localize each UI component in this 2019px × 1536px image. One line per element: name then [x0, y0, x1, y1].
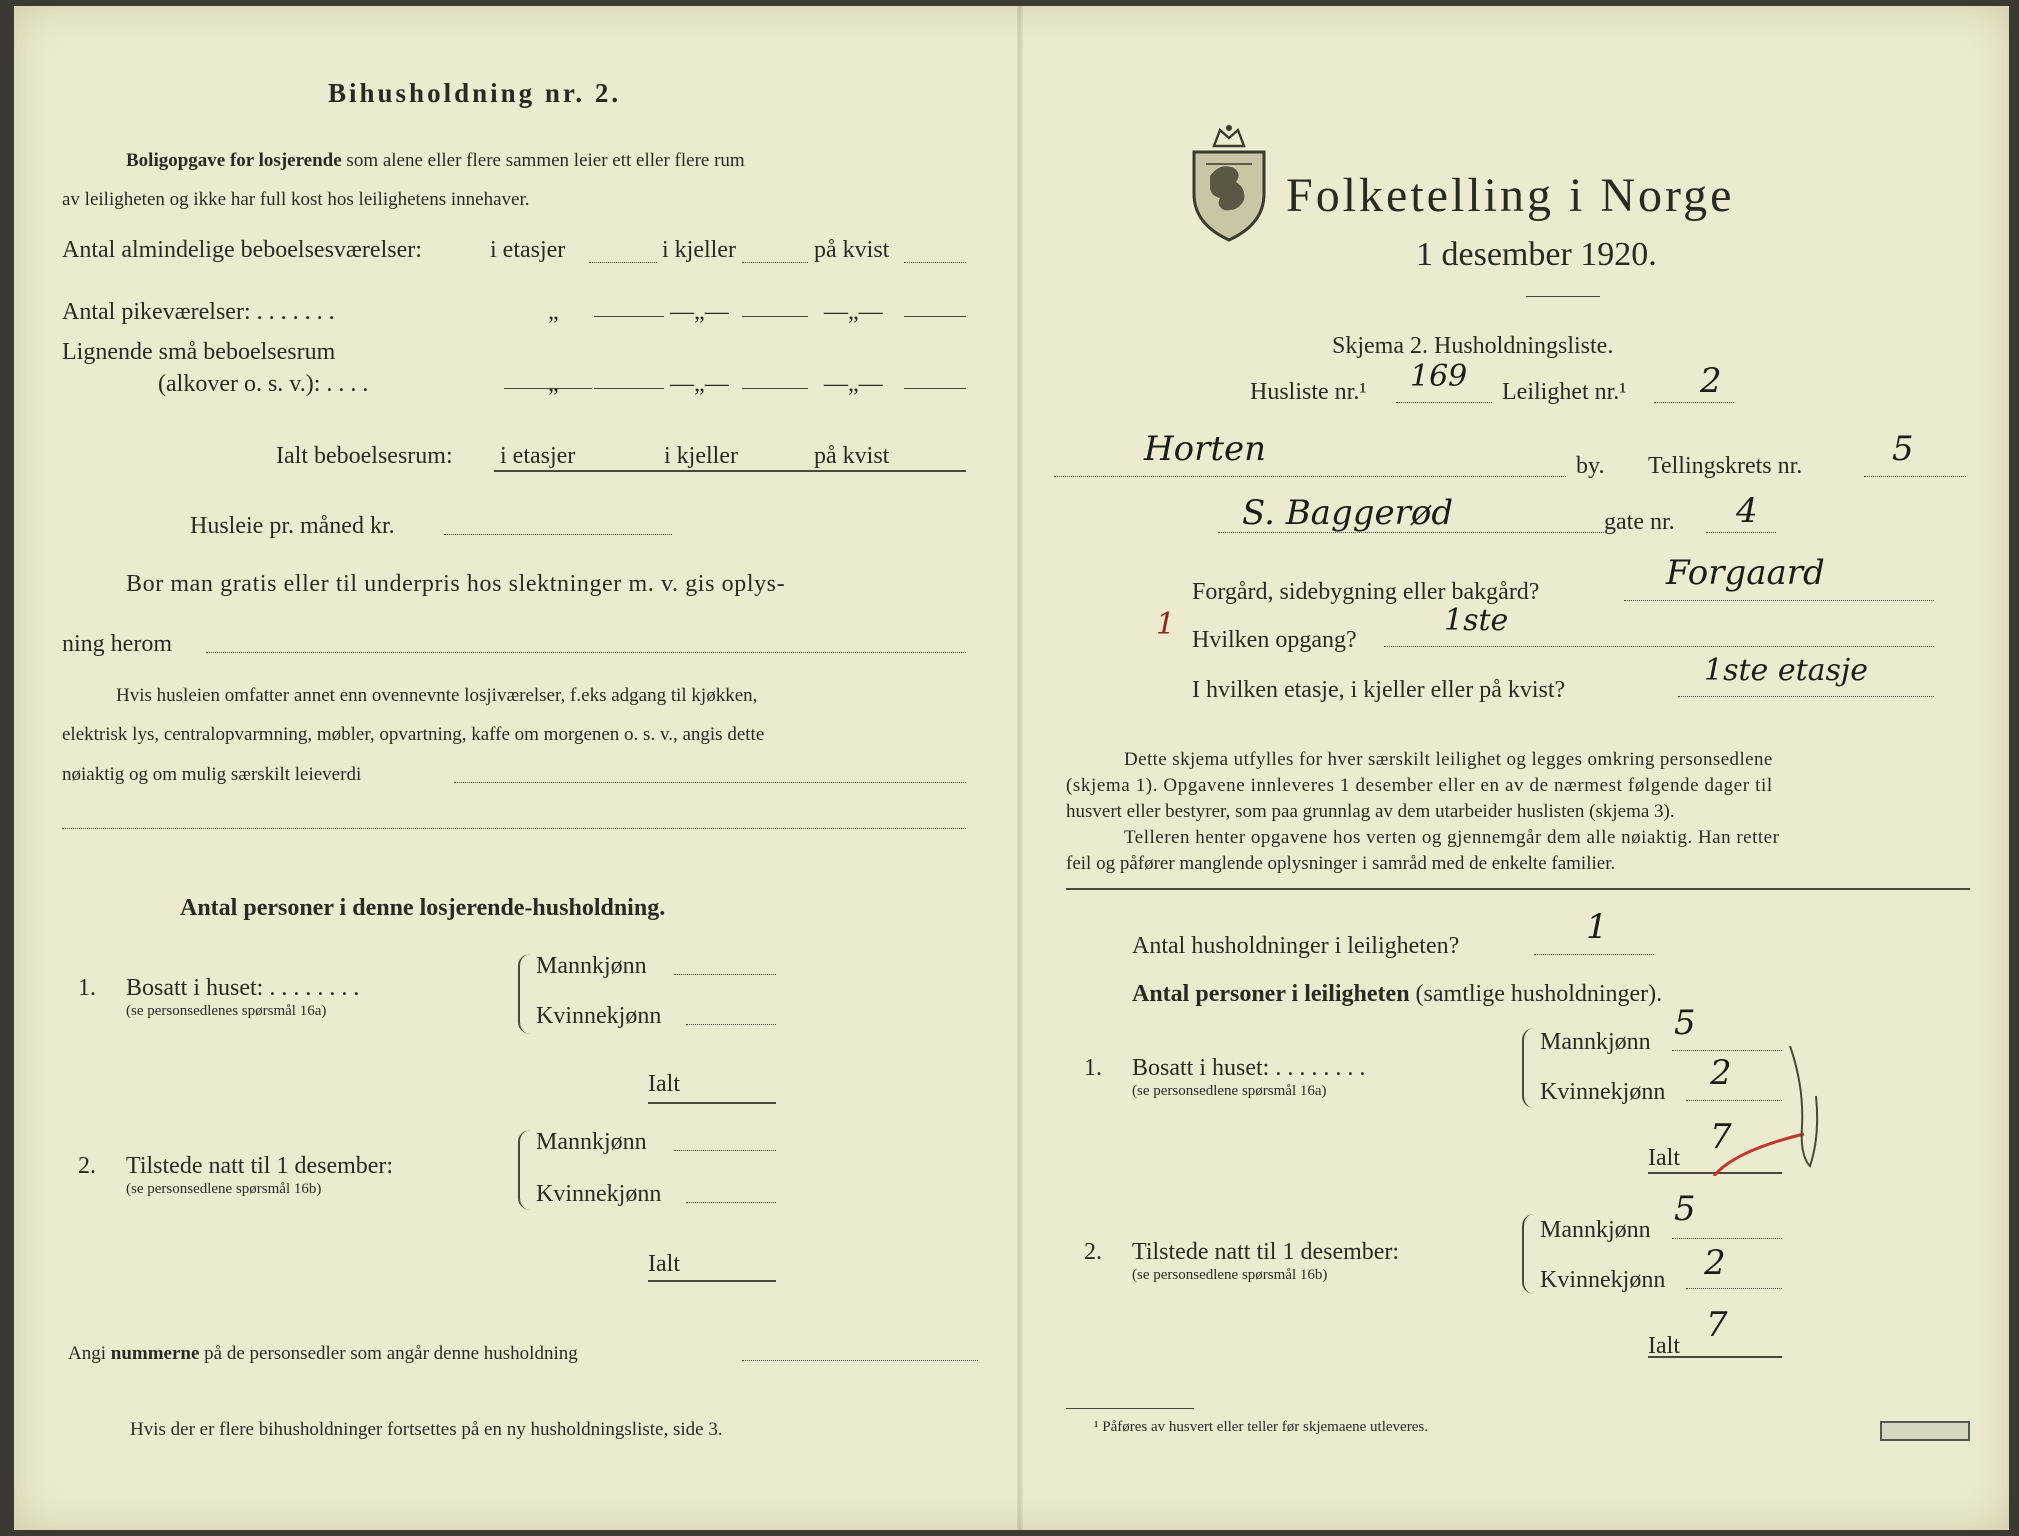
row1-col-kjeller: i kjeller — [662, 237, 736, 263]
right-q2-kvinne-value[interactable]: 2 — [1704, 1243, 1726, 1283]
angi-field[interactable] — [742, 1360, 978, 1361]
coat-of-arms-icon — [1184, 124, 1274, 244]
right-q2-sub: (se personsedlene spørsmål 16b) — [1132, 1267, 1328, 1283]
etasje-value[interactable]: 1ste etasje — [1704, 653, 1868, 688]
row3-etasjer-field[interactable] — [594, 388, 664, 389]
leilighet-label: Leilighet nr.¹ — [1502, 379, 1627, 405]
footnote-rule — [1066, 1408, 1194, 1409]
right-q2-num: 2. — [1084, 1239, 1102, 1265]
left-q2-label: Tilstede natt til 1 desember: — [126, 1153, 394, 1179]
left-intro-line1 — [126, 151, 745, 170]
antal-pers-bold: Antal personer i leiligheten — [1132, 981, 1410, 1007]
right-date: 1 desember 1920. — [1416, 236, 1657, 273]
right-q2-mann-value[interactable]: 5 — [1674, 1189, 1696, 1229]
left-q1-kvinne-field[interactable] — [686, 1024, 776, 1025]
info-line3: husvert eller bestyrer, som paa grunnlag av dem utarbeider huslisten (skjema 3). — [1066, 801, 1675, 822]
right-q2-ialt-label: Ialt — [1648, 1333, 1680, 1359]
right-q2-mann-label: Mannkjønn — [1540, 1217, 1651, 1243]
left-q2-ialt-field[interactable] — [648, 1280, 776, 1282]
opgang-field — [1384, 646, 1934, 647]
leilighet-value[interactable]: 2 — [1700, 361, 1722, 401]
husliste-label: Husliste nr.¹ — [1250, 379, 1367, 405]
row3-ditto-3: —„— — [824, 371, 883, 397]
etasje-label: I hvilken etasje, i kjeller eller på kvist? — [1192, 677, 1566, 703]
printer-stamp — [1880, 1421, 1970, 1441]
left-q1-mann-label: Mannkjønn — [536, 953, 647, 979]
ialt-col-etasjer: i etasjer — [500, 443, 576, 469]
ialt-col-kjeller: i kjeller — [664, 443, 738, 469]
angi-line — [68, 1344, 578, 1363]
row2-kjeller-field[interactable] — [742, 316, 808, 317]
tally-check-icon — [1694, 1046, 1824, 1176]
forgard-value[interactable]: Forgaard — [1666, 553, 1825, 593]
gratis-line2: ning herom — [62, 631, 172, 657]
left-intro-line2: av leiligheten og ikke har full kost hos leilighetens innehaver. — [62, 189, 530, 210]
right-q1-sub: (se personsedlene spørsmål 16a) — [1132, 1083, 1327, 1099]
ialt-col-kvist: på kvist — [814, 443, 890, 469]
antal-hush-value[interactable]: 1 — [1586, 907, 1608, 947]
row3-kvist-field[interactable] — [904, 388, 966, 389]
hvis-line1: Hvis husleien omfatter annet enn ovennevnte losjiværelser, f.eks adgang til kjøkken, — [116, 685, 758, 706]
right-q1-brace — [1522, 1028, 1538, 1108]
by-value[interactable]: Horten — [1144, 429, 1267, 469]
angi-pre: Angi — [68, 1343, 106, 1364]
left-intro-rest: som alene eller flere sammen leier ett eller flere rum — [346, 150, 745, 171]
skjema-label: Skjema 2. Husholdningsliste. — [1332, 333, 1614, 359]
info-rule — [1066, 888, 1970, 890]
info-line2: (skjema 1). Opgavene innleveres 1 desember eller en av de nærmest følgende dager til — [1066, 775, 1773, 796]
opgang-label: Hvilken opgang? — [1192, 627, 1357, 653]
row2-ditto-3: —„— — [824, 299, 883, 325]
date-rule — [1526, 296, 1600, 297]
opgang-value[interactable]: 1ste — [1444, 603, 1509, 638]
left-footer: Hvis der er flere bihusholdninger fortsettes på en ny husholdningsliste, side 3. — [130, 1419, 723, 1440]
opgang-margin-mark: 1 — [1156, 607, 1176, 642]
gate-label: gate nr. — [1604, 509, 1675, 535]
right-q1-ialt-label: Ialt — [1648, 1145, 1680, 1171]
row2-kvist-field[interactable] — [904, 316, 966, 317]
right-q1-mann-label: Mannkjønn — [1540, 1029, 1651, 1055]
right-q2-mann-field — [1672, 1238, 1782, 1239]
right-q2-label: Tilstede natt til 1 desember: — [1132, 1239, 1400, 1265]
left-intro-bold: Boligopgave for losjerende — [126, 150, 342, 171]
gratis-line1: Bor man gratis eller til underpris hos slektninger m. v. gis oplys- — [126, 571, 786, 597]
left-q2-num: 2. — [78, 1153, 96, 1179]
info-line1: Dette skjema utfylles for hver særskilt leilighet og legges omkring personsedlene — [1124, 749, 1773, 770]
right-q2-kvinne-label: Kvinnekjønn — [1540, 1267, 1666, 1293]
left-q1-num: 1. — [78, 975, 96, 1001]
ialt-underline[interactable] — [494, 470, 966, 472]
row2-etasjer-field[interactable] — [594, 316, 664, 317]
antal-pers-line — [1132, 982, 1662, 1006]
left-q2-sub: (se personsedlene spørsmål 16b) — [126, 1181, 322, 1197]
right-q2-ialt-value[interactable]: 7 — [1706, 1305, 1728, 1345]
leieverdi-field-2[interactable] — [62, 828, 966, 829]
census-form-sheet — [14, 6, 2009, 1530]
by-field — [1054, 476, 1566, 477]
gate-nr-value[interactable]: 4 — [1736, 491, 1758, 531]
husleie-label: Husleie pr. måned kr. — [190, 513, 395, 539]
right-q1-kvinne-label: Kvinnekjønn — [1540, 1079, 1666, 1105]
left-q2-kvinne-label: Kvinnekjønn — [536, 1181, 662, 1207]
antal-hush-label: Antal husholdninger i leiligheten? — [1132, 933, 1460, 959]
row3-label-b: (alkover o. s. v.): . . . . — [158, 371, 369, 397]
husliste-value[interactable]: 169 — [1410, 359, 1468, 394]
left-antal-heading: Antal personer i denne losjerende-husholdning. — [180, 895, 666, 921]
info-line4: Telleren henter opgavene hos verten og gjennemgår dem alle nøiaktig. Han retter — [1124, 827, 1780, 848]
leilighet-field — [1654, 402, 1734, 403]
forgard-field — [1624, 600, 1934, 601]
right-q1-mann-value[interactable]: 5 — [1674, 1003, 1696, 1043]
left-q2-brace — [518, 1130, 534, 1210]
gratis-field[interactable] — [206, 652, 966, 653]
row2-ditto-1: „ — [548, 299, 559, 325]
left-q1-sub: (se personsedlenes spørsmål 16a) — [126, 1003, 327, 1019]
left-q2-mann-field[interactable] — [674, 1150, 776, 1151]
left-q1-ialt-label: Ialt — [648, 1071, 680, 1097]
right-q1-kvinne-value[interactable]: 2 — [1710, 1053, 1732, 1093]
angi-bold: nummerne — [110, 1343, 200, 1364]
row1-kjeller-field[interactable] — [742, 262, 808, 263]
by-label: by. — [1576, 453, 1605, 479]
row1-col-kvist: på kvist — [814, 237, 890, 263]
row1-kvist-field[interactable] — [904, 262, 966, 263]
hvis-line3: nøiaktig og om mulig særskilt leieverdi — [62, 764, 362, 785]
gate-value[interactable]: S. Baggerød — [1242, 493, 1454, 533]
right-q1-label: Bosatt i huset: . . . . . . . . — [1132, 1055, 1366, 1081]
left-q1-mann-field[interactable] — [674, 974, 776, 975]
gate-nr-field — [1706, 532, 1776, 533]
ialt-beboelsesrum-label: Ialt beboelsesrum: — [276, 443, 453, 469]
row2-ditto-2: —„— — [670, 299, 729, 325]
forgard-label: Forgård, sidebygning eller bakgård? — [1192, 579, 1540, 605]
page-fold — [1017, 6, 1023, 1530]
footnote: ¹ Påføres av husvert eller teller før skjemaene utleveres. — [1094, 1419, 1428, 1435]
antal-hush-field — [1534, 954, 1654, 955]
right-q1-ialt-value[interactable]: 7 — [1710, 1117, 1732, 1157]
hvis-line2: elektrisk lys, centralopvarmning, møbler, opvartning, kaffe om morgenen o. s. v., angis dette — [62, 724, 765, 745]
left-q1-brace — [518, 954, 534, 1034]
left-q2-kvinne-field[interactable] — [686, 1202, 776, 1203]
row3-ditto-1: „ — [548, 371, 559, 397]
right-q2-ialt-field — [1648, 1356, 1782, 1358]
row1-col-etasjer: i etasjer — [490, 237, 566, 263]
right-q2-kvinne-field — [1686, 1288, 1782, 1289]
krets-field — [1864, 476, 1966, 477]
etasje-field — [1678, 696, 1934, 697]
row1-label: Antal almindelige beboelsesværelser: — [62, 237, 422, 263]
right-q1-num: 1. — [1084, 1055, 1102, 1081]
husleie-field[interactable] — [444, 534, 672, 535]
row2-label: Antal pikeværelser: . . . . . . . — [62, 299, 335, 325]
row3-label-a: Lignende små beboelsesrum — [62, 339, 336, 365]
leieverdi-field[interactable] — [454, 782, 966, 783]
row1-etasjer-field[interactable] — [589, 262, 657, 263]
info-line5: feil og påfører manglende oplysninger i samråd med de enkelte familier. — [1066, 853, 1616, 874]
left-q2-ialt-label: Ialt — [648, 1251, 680, 1277]
gate-field — [1218, 532, 1604, 533]
row3-ditto-2: —„— — [670, 371, 729, 397]
husliste-field — [1396, 402, 1492, 403]
row3-kjeller-field[interactable] — [742, 388, 808, 389]
left-q1-label: Bosatt i huset: . . . . . . . . — [126, 975, 360, 1001]
right-q2-brace — [1522, 1214, 1538, 1294]
krets-label: Tellingskrets nr. — [1648, 453, 1803, 479]
left-title: Bihusholdning nr. 2. — [328, 78, 622, 108]
krets-value[interactable]: 5 — [1892, 429, 1914, 469]
angi-rest: på de personsedler som angår denne husholdning — [204, 1343, 578, 1364]
right-title: Folketelling i Norge — [1286, 169, 1735, 222]
left-q2-mann-label: Mannkjønn — [536, 1129, 647, 1155]
left-q1-kvinne-label: Kvinnekjønn — [536, 1003, 662, 1029]
antal-pers-rest: (samtlige husholdninger). — [1415, 981, 1663, 1007]
left-q1-ialt-field[interactable] — [648, 1102, 776, 1104]
